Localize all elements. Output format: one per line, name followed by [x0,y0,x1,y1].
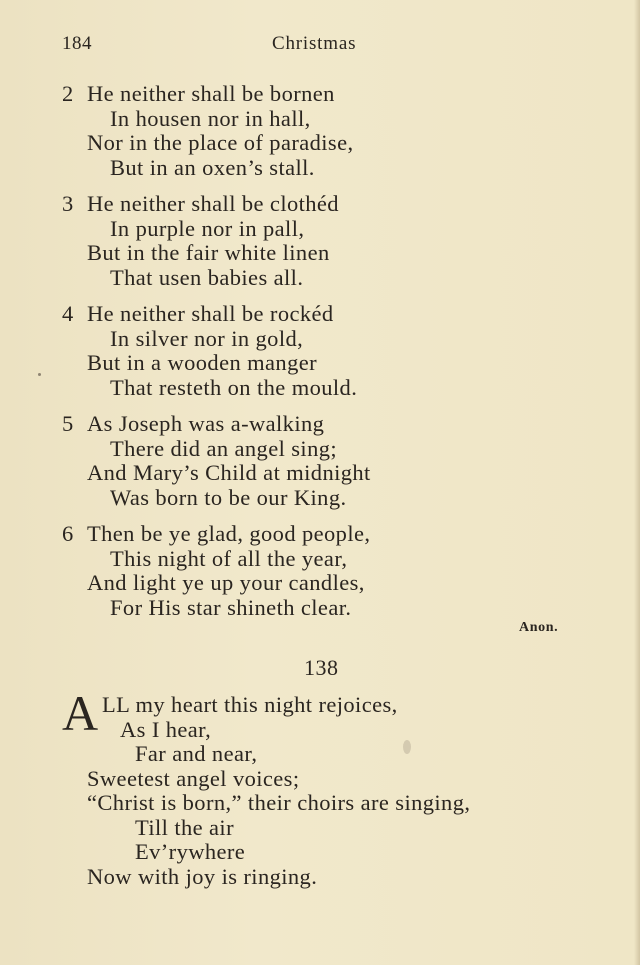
stanza-4 [62,302,357,400]
author-attribution: Anon. [519,620,559,635]
stanza-line: 5 As Joseph was a-walking [62,411,325,436]
drop-cap-letter: A [62,685,99,741]
stanza-line: In silver nor in gold, [110,325,304,351]
stanza-5 [62,412,371,510]
stanza-line: 3 He neither shall be clothéd [62,191,339,216]
stanza-line: Was born to be our King. [110,484,347,510]
running-header-title: Christmas [272,33,357,54]
page-edge-shadow [634,0,640,965]
stanza-line: In housen nor in hall, [110,105,311,131]
page-number: 184 [62,33,92,54]
stanza-number: 6 [62,521,74,546]
stanza-number: 5 [62,411,74,436]
hymn-number: 138 [304,655,339,680]
stanza-line: This night of all the year, [110,545,348,571]
stanza-line: That usen babies all. [110,264,304,290]
stanza-number: 2 [62,81,74,106]
stanza-line: For His star shineth clear. [110,594,352,620]
stanza-line: And light ye up your candles, [87,570,365,595]
stanza-line: There did an angel sing; [110,435,338,461]
stanza-line: But in the fair white linen [87,240,330,265]
hymn-line: Sweetest angel voices; [87,765,300,791]
stanza-6 [62,522,370,620]
stanza-line: 4 He neither shall be rockéd [62,301,334,326]
stanza-number: 4 [62,301,74,326]
hymn-line: Far and near, [135,741,258,766]
stanza-line: In purple nor in pall, [110,215,305,241]
stanza-line: 2 He neither shall be bornen [62,81,335,106]
paper-speck [38,373,41,376]
stanza-line: 6 Then be ye glad, good people, [62,521,371,546]
stanza-3 [62,192,339,290]
hymn-line: Now with joy is ringing. [87,863,318,889]
paper-blemish [403,740,411,754]
hymn-line: Ev’rywhere [135,839,246,864]
stanza-line: Nor in the place of paradise, [87,130,354,155]
hymn-line: LL my heart this night rejoices, [102,692,398,717]
stanza-2 [62,82,354,180]
stanza-line: And Mary’s Child at midnight [87,460,371,485]
hymn-line: “Christ is born,” their choirs are singing, [87,790,471,815]
hymn-138-text [62,693,470,889]
stanza-line: But in an oxen’s stall. [110,154,315,180]
hymn-line: Till the air [135,814,234,840]
stanza-line: That resteth on the mould. [110,374,358,400]
stanza-line: But in a wooden manger [87,350,317,375]
stanza-number: 3 [62,191,74,216]
hymn-line: As I hear, [120,716,212,742]
